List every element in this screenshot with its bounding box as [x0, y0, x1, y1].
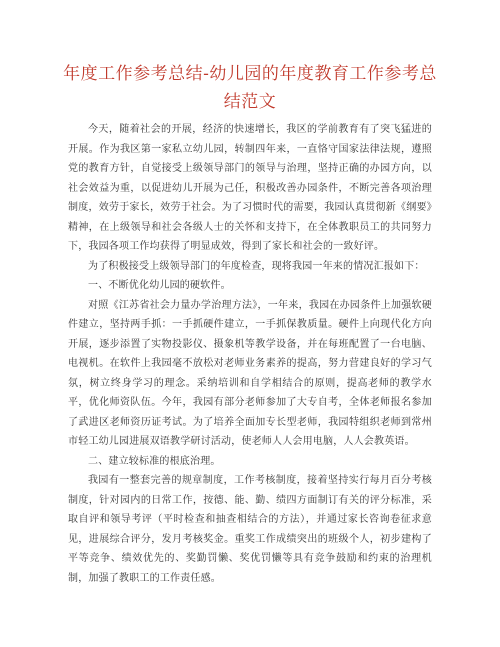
paragraph-report-lead: 为了积极接受上级领导部门的年度检查，现将我园一年来的情况汇报如下：	[88, 260, 425, 272]
section-heading-2: 二、建立较标准的根底治理。	[88, 455, 221, 467]
paragraph-section-1: 对照《江苏省社会力量办学治理方法》，一年来，我园在办园条件上加强软硬件建立，坚持两手抓：一手抓硬件建立，一手抓保教质量。硬件上向现代化方向开展，逐步添置了实物投影仪、摄象机等教学设备，并在每班配置了一台电脑、电视机。在软件上我园毫不放松对老师业务素养的提高，努力营建良好的学习气氛，树立终身学习的理念。采纳培训和自学相结合的原则，提高老师的教学水平，优化师资队伍。今年，我园有部分老师参加了大专自考，全体老师报名参加了武进区老师资历证考试。为了培养全面加专长型老师，我园特组织老师到常州市轻工幼儿园进展双语教学研讨活动，使老师人人会用电脑，人人会教英语。	[68, 299, 432, 447]
paragraph-section-2: 我园有一整套完善的规章制度，工作考核制度，接着坚持实行每月百分考核制度，针对园内的日常工作，按德、能、勤、绩四方面制订有关的评分标准，采取自评和领导考评（平时检查和抽查相结合的方法），并通过家长咨询卷征求意见，进展综合评分，发月考核奖金。重奖工作成绩突出的班级个人，初步建构了平等竞争、绩效优先的、奖勤罚懒、奖优罚懒等具有竞争鼓励和约束的治理机制，加强了教职工的工作责任感。	[68, 475, 432, 584]
document-title: 年度工作参考总结-幼儿园的年度教育工作参考总结范文	[63, 64, 437, 112]
paragraph-intro: 今天，随着社会的开展，经济的快速增长，我区的学前教育有了突飞猛进的开展。作为我区第一家私立幼儿园，转制四年来，一直恪守国家法律法规，遵照党的教育方针，自觉接受上级领导部门的领导与治理，坚持正确的办园方向，以社会效益为重，以促进幼儿开展为己任，积极改善办园条件，不断完善各项治理制度，效劳于家长，效劳于社会。为了习惯时代的需要，我园认真贯彻新《纲要》精神，在上级领导和社会各级人士的关怀和支持下，在全体教职员工的共同努力下，我园各项工作均获得了明显成效，得到了家长和社会的一致好评。	[68, 124, 432, 252]
document-body	[68, 120, 432, 588]
section-heading-1: 一、不断优化幼儿园的硬软件。	[88, 280, 231, 291]
